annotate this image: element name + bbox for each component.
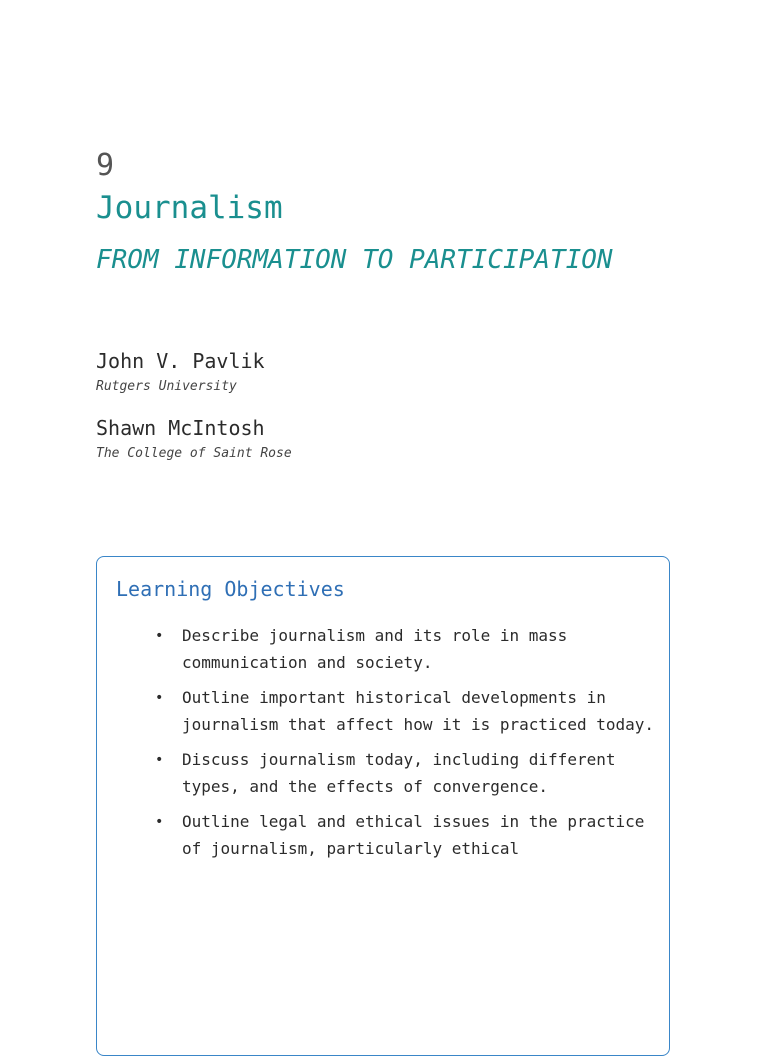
author-name: Shawn McIntosh <box>96 416 265 440</box>
chapter-subtitle: FROM INFORMATION TO PARTICIPATION <box>96 245 613 275</box>
learning-objectives-box <box>96 556 670 1056</box>
learning-objectives-list <box>155 623 655 871</box>
chapter-title: Journalism <box>96 190 283 226</box>
objective-text: Outline legal and ethical issues in the practice of journalism, particularly ethical <box>182 812 645 858</box>
objective-text: Discuss journalism today, including different types, and the effects of convergence. <box>182 750 616 796</box>
chapter-number: 9 <box>96 148 115 183</box>
list-item <box>155 685 655 738</box>
author-affiliation: The College of Saint Rose <box>96 446 292 461</box>
learning-objectives-heading: Learning Objectives <box>116 577 345 601</box>
list-item <box>155 747 655 800</box>
author-block <box>96 346 265 396</box>
bullet-icon: • <box>155 628 164 644</box>
author-name: John V. Pavlik <box>96 349 265 373</box>
bullet-icon: • <box>155 690 164 706</box>
list-item <box>155 809 655 862</box>
bullet-icon: • <box>155 752 164 768</box>
bullet-icon: • <box>155 814 164 830</box>
list-item <box>155 623 655 676</box>
author-block <box>96 413 292 463</box>
objective-text: Describe journalism and its role in mass communication and society. <box>182 626 568 672</box>
author-affiliation: Rutgers University <box>96 379 237 394</box>
objective-text: Outline important historical developments in journalism that affect how it is practiced today. <box>182 688 655 734</box>
